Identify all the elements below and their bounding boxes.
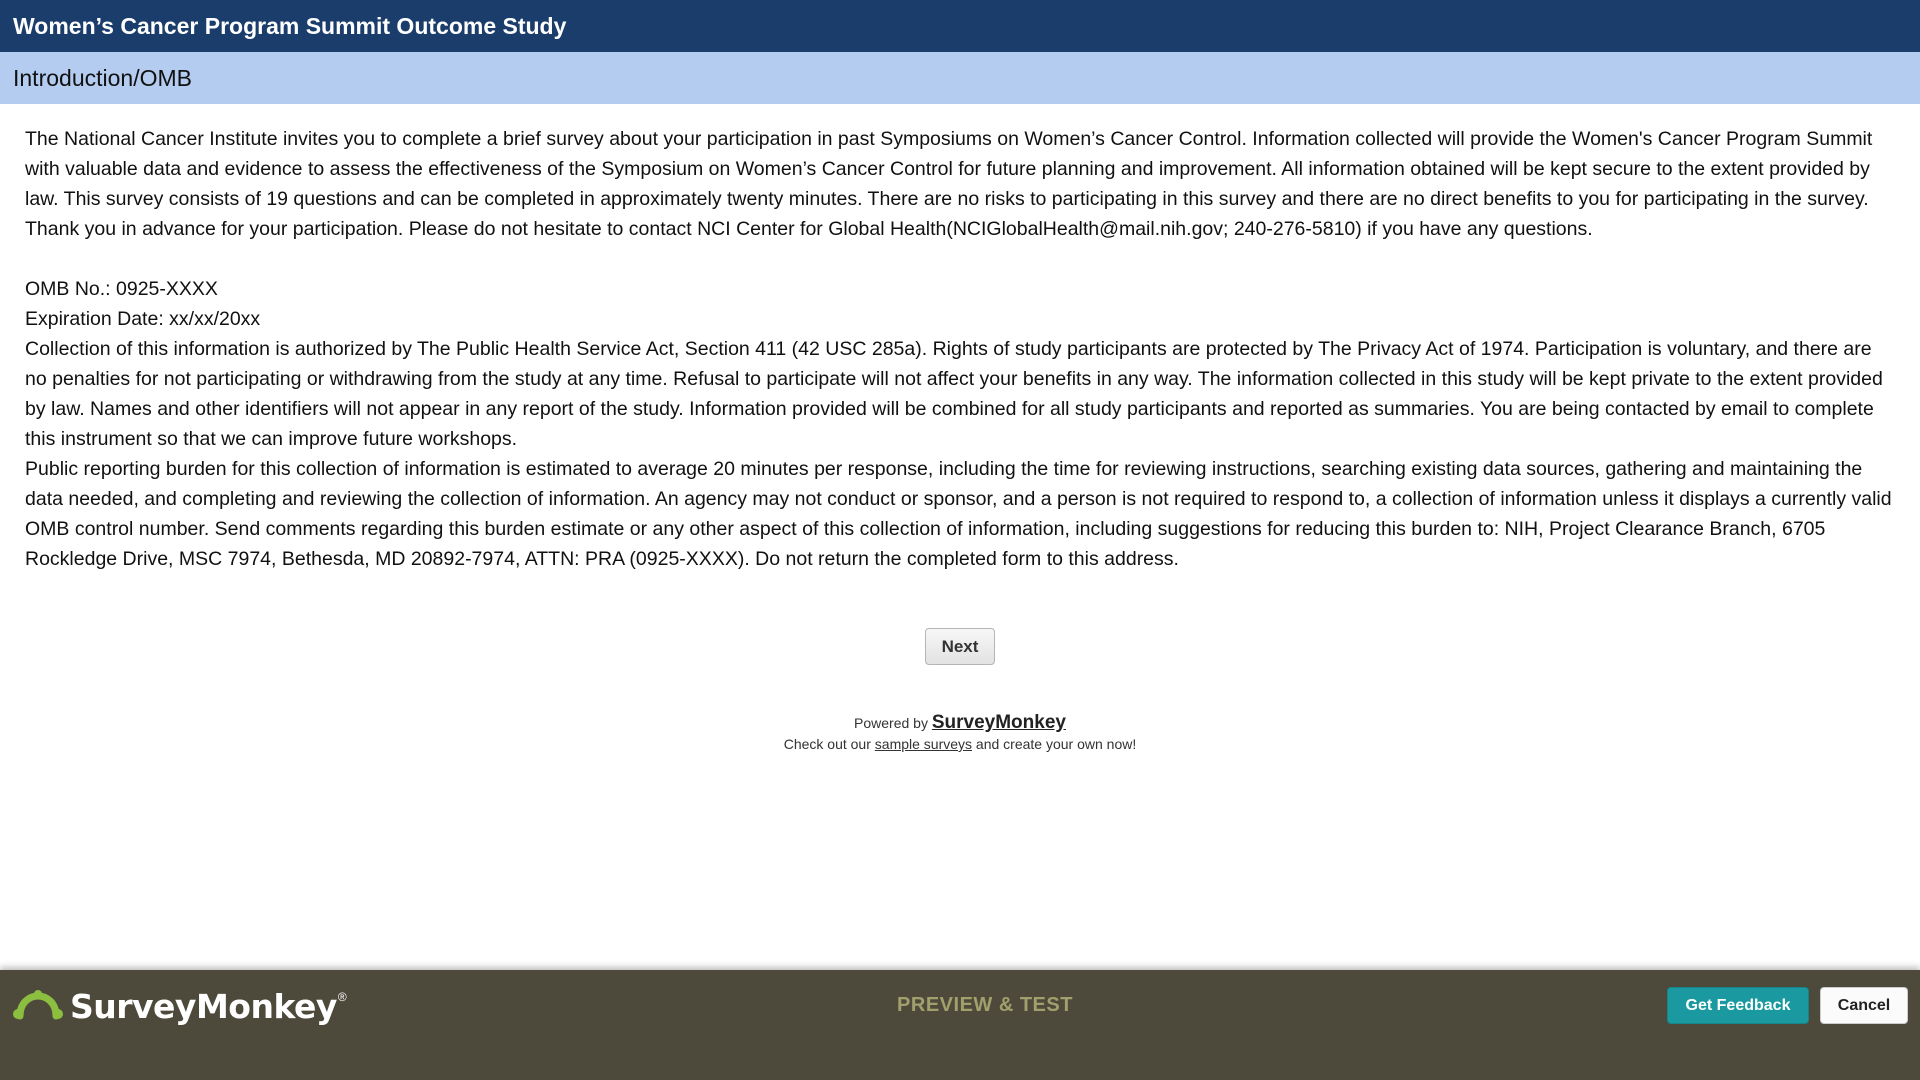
- page-title-bar: [0, 52, 1920, 104]
- logo-registered-mark: ®: [337, 990, 347, 1004]
- powered-by-brand-link[interactable]: SurveyMonkey: [931, 712, 1066, 733]
- checkout-prefix: Check out our: [783, 736, 875, 752]
- expiration-date: Expiration Date: xx/xx/20xx: [25, 308, 261, 330]
- next-button[interactable]: Next: [925, 628, 995, 665]
- burden-paragraph: Public reporting burden for this collection of information is estimated to average 20 minutes per response, including the time for reviewing instructions, searching existing data sources, gathering and maintaining the data needed, and completing and reviewing the collection of information. An agency may not conduct or sponsor, and a person is not required to respond to, a collection of information unless it displays a currently valid OMB control number. Send comments regarding this burden estimate or any other aspect of this collection of information, including suggestions for reducing this burden to: NIH, Project Clearance Branch, 6705 Rockledge Drive, MSC 7974, Bethesda, MD 20892-7974, ATTN: PRA (0925-XXXX). Do not return the completed form to this address.: [25, 458, 1892, 570]
- powered-by-prefix: Powered by: [854, 715, 932, 731]
- page-title: Introduction/OMB: [13, 64, 192, 91]
- preview-mode-label: PREVIEW & TEST: [897, 994, 1073, 1016]
- checkout-message: [0, 736, 1920, 752]
- sample-surveys-link[interactable]: sample surveys: [874, 736, 973, 752]
- intro-paragraph: The National Cancer Institute invites you to complete a brief survey about your participation in past Symposiums on Women’s Cancer Control. Information collected will provide the Women's Cancer Program Summit with valuable data and evidence to assess the effectiveness of the Symposium on Women’s Cancer Control for future planning and improvement. All information obtained will be kept secure to the extent provided by law. This survey consists of 19 questions and can be completed in approximately twenty minutes. There are no risks to participating in this survey and there are no direct benefits to you for participating in the survey. Thank you in advance for your participation. Please do not hesitate to contact NCI Center for Global Health(NCIGlobalHealth@mail.nih.gov; 240-276-5810) if you have any questions.: [25, 128, 1873, 240]
- preview-toolbar: [0, 970, 1920, 1080]
- get-feedback-button[interactable]: Get Feedback: [1667, 987, 1809, 1024]
- survey-title: Women’s Cancer Program Summit Outcome Study: [13, 12, 567, 39]
- omb-number: OMB No.: 0925-XXXX: [25, 278, 218, 300]
- powered-by: [0, 712, 1920, 734]
- paragraph-spacer: [25, 244, 1895, 274]
- checkout-suffix: and create your own now!: [972, 736, 1137, 752]
- logo-text: SurveyMonkey: [70, 986, 337, 1026]
- survey-title-bar: [0, 0, 1920, 52]
- survey-content: [25, 124, 1895, 574]
- cancel-button[interactable]: Cancel: [1820, 987, 1908, 1024]
- authority-paragraph: Collection of this information is authorized by The Public Health Service Act, Section 411 (42 USC 285a). Rights of study participants are protected by The Privacy Act of 1974. Participation is voluntary, and there are no penalties for not participating or withdrawing from the study at any time. Refusal to participate will not affect your benefits in any way. The information collected in this study will be kept private to the extent provided by law. Names and other identifiers will not appear in any report of the study. Information provided will be combined for all study participants and reported as summaries. You are being contacted by email to complete this instrument so that we can improve future workshops.: [25, 338, 1883, 450]
